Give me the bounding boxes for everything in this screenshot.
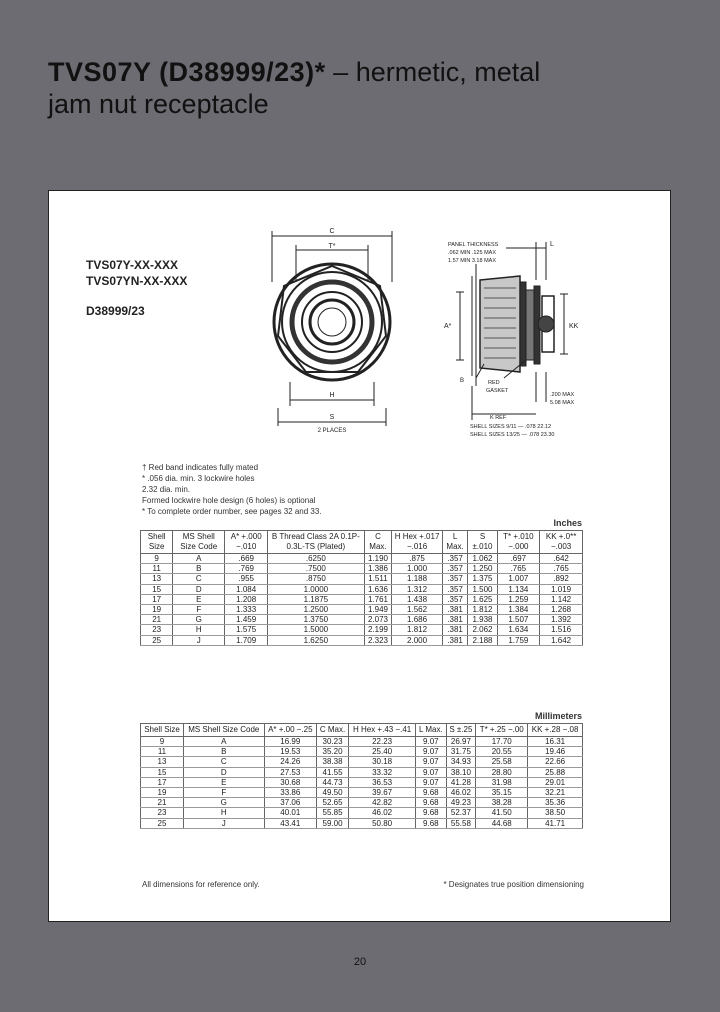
inches-table (140, 530, 583, 646)
table-cell: E (173, 594, 225, 604)
table-cell: 1.507 (497, 615, 540, 625)
table-cell: 1.386 (364, 564, 392, 574)
table-cell: 31.75 (446, 747, 476, 757)
table-cell: 30.68 (264, 777, 316, 787)
mm-table-header-1: MS Shell Size Code (183, 724, 264, 737)
table-cell: .381 (442, 625, 468, 635)
inches-table-header-7: S ±.010 (468, 531, 497, 554)
table-cell: J (183, 818, 264, 828)
table-cell: 19.53 (264, 747, 316, 757)
table-cell: 20.55 (476, 747, 528, 757)
table-cell: .357 (442, 554, 468, 564)
table-cell: 9.68 (416, 818, 446, 828)
table-cell: H (183, 808, 264, 818)
table-cell: 16.99 (264, 737, 316, 747)
label-panel-mm: 1.57 MIN 3.18 MAX (448, 258, 496, 264)
table-cell: 9.07 (416, 777, 446, 787)
inches-unit-label: Inches (553, 518, 582, 528)
table-cell: B (183, 747, 264, 757)
table-row (141, 615, 583, 625)
table-cell: 1.5000 (268, 625, 364, 635)
label-c: C (329, 228, 335, 235)
page-title (48, 56, 688, 120)
table-cell: F (173, 604, 225, 614)
label-s: S (329, 414, 335, 421)
inches-table-header-2: A* +.000 −.010 (225, 531, 268, 554)
table-cell: .381 (442, 604, 468, 614)
table-cell: .669 (225, 554, 268, 564)
table-row (141, 584, 583, 594)
table-cell: A (183, 737, 264, 747)
table-row (141, 574, 583, 584)
table-cell: 30.23 (317, 737, 349, 747)
table-cell: .357 (442, 564, 468, 574)
mm-table-header-0: Shell Size (141, 724, 184, 737)
table-cell: 1.575 (225, 625, 268, 635)
table-cell: 2.073 (364, 615, 392, 625)
footer-right-note: * Designates true position dimensioning (443, 880, 584, 889)
mm-table-header-2: A* +.00 −.25 (264, 724, 316, 737)
table-cell: 36.53 (349, 777, 416, 787)
table-cell: 1.333 (225, 604, 268, 614)
table-cell: 1.438 (392, 594, 442, 604)
table-cell: .6250 (268, 554, 364, 564)
mm-unit-label: Millimeters (534, 711, 582, 721)
table-cell: 46.02 (446, 787, 476, 797)
table-cell: 1.312 (392, 584, 442, 594)
table-cell: 35.15 (476, 787, 528, 797)
table-cell: 42.82 (349, 798, 416, 808)
table-cell: .697 (497, 554, 540, 564)
table-cell: .892 (540, 574, 583, 584)
table-cell: 1.642 (540, 635, 583, 645)
table-row (141, 635, 583, 645)
table-cell: D (173, 584, 225, 594)
mm-table-header-4: H Hex +.43 −.41 (349, 724, 416, 737)
table-cell: 31.98 (476, 777, 528, 787)
table-cell: 1.188 (392, 574, 442, 584)
table-cell: .765 (497, 564, 540, 574)
table-cell: 37.06 (264, 798, 316, 808)
title-description: – hermetic, metal (325, 57, 541, 87)
table-cell: 46.02 (349, 808, 416, 818)
table-cell: 39.67 (349, 787, 416, 797)
note-4: Formed lockwire hole design (6 holes) is optional (142, 496, 316, 505)
inches-table-header-6: L Max. (442, 531, 468, 554)
table-cell: 25.40 (349, 747, 416, 757)
table-cell: 1.084 (225, 584, 268, 594)
table-cell: 41.55 (317, 767, 349, 777)
table-cell: 1.938 (468, 615, 497, 625)
table-cell: 55.85 (317, 808, 349, 818)
table-cell: 25 (141, 818, 184, 828)
table-cell: 9.68 (416, 798, 446, 808)
table-cell: 1.562 (392, 604, 442, 614)
label-t: T* (328, 243, 336, 250)
label-red: RED (488, 380, 500, 386)
part-number-2: TVS07YN-XX-XXX (86, 274, 188, 288)
label-panel-in: .062 MIN .125 MAX (448, 250, 496, 256)
label-max-in: .200 MAX (550, 392, 575, 398)
table-cell: .8750 (268, 574, 364, 584)
table-cell: 9.68 (416, 808, 446, 818)
table-cell: .357 (442, 594, 468, 604)
part-number-3: D38999/23 (86, 304, 145, 318)
page-number: 20 (353, 956, 367, 968)
table-cell: 38.38 (317, 757, 349, 767)
table-cell: 1.459 (225, 615, 268, 625)
table-cell: 49.23 (446, 798, 476, 808)
table-cell: 1.134 (497, 584, 540, 594)
table-cell: 1.511 (364, 574, 392, 584)
table-cell: 1.812 (468, 604, 497, 614)
table-row (141, 564, 583, 574)
table-row (141, 798, 583, 808)
table-cell: D (183, 767, 264, 777)
inches-table-header-0: Shell Size (141, 531, 173, 554)
table-cell: J (173, 635, 225, 645)
table-cell: 21 (141, 798, 184, 808)
table-cell: 1.062 (468, 554, 497, 564)
table-cell: 38.50 (528, 808, 583, 818)
label-a: A* (444, 323, 452, 330)
table-cell: 21 (141, 615, 173, 625)
mm-table-header-3: C Max. (317, 724, 349, 737)
part-number-1: TVS07Y-XX-XXX (86, 258, 179, 272)
table-cell: 41.71 (528, 818, 583, 828)
table-cell: 1.686 (392, 615, 442, 625)
table-cell: 22.23 (349, 737, 416, 747)
table-cell: 34.93 (446, 757, 476, 767)
table-cell: 9 (141, 554, 173, 564)
table-cell: 1.3750 (268, 615, 364, 625)
table-cell: 1.949 (364, 604, 392, 614)
table-cell: 1.375 (468, 574, 497, 584)
table-cell: 1.634 (497, 625, 540, 635)
note-2: * .056 dia. min. 3 lockwire holes (142, 474, 255, 483)
label-panel-thickness: PANEL THICKNESS (448, 242, 499, 248)
table-cell: 9.07 (416, 767, 446, 777)
table-cell: B (173, 564, 225, 574)
table-cell: 23 (141, 625, 173, 635)
table-row (141, 787, 583, 797)
note-3: 2.32 dia. min. (142, 485, 191, 494)
table-cell: G (183, 798, 264, 808)
table-cell: 49.50 (317, 787, 349, 797)
table-cell: 1.007 (497, 574, 540, 584)
table-cell: 2.000 (392, 635, 442, 645)
table-cell: 9.07 (416, 747, 446, 757)
table-cell: 30.18 (349, 757, 416, 767)
table-cell: 44.73 (317, 777, 349, 787)
table-cell: 1.6250 (268, 635, 364, 645)
table-cell: 1.268 (540, 604, 583, 614)
table-cell: 35.36 (528, 798, 583, 808)
label-h: H (329, 392, 335, 399)
table-cell: 9.07 (416, 757, 446, 767)
label-kref: K REF (490, 415, 507, 421)
table-cell: H (173, 625, 225, 635)
label-l: L (550, 241, 554, 248)
inches-table-header-1: MS Shell Size Code (173, 531, 225, 554)
table-cell: 1.2500 (268, 604, 364, 614)
table-row (141, 594, 583, 604)
table-cell: 40.01 (264, 808, 316, 818)
table-cell: 32.21 (528, 787, 583, 797)
table-cell: 15 (141, 584, 173, 594)
table-cell: 17.70 (476, 737, 528, 747)
table-cell: .955 (225, 574, 268, 584)
table-cell: 33.32 (349, 767, 416, 777)
footer-left-note: All dimensions for reference only. (142, 880, 260, 889)
table-cell: 1.636 (364, 584, 392, 594)
table-cell: 17 (141, 777, 184, 787)
table-cell: 41.28 (446, 777, 476, 787)
inches-table-header-4: C Max. (364, 531, 392, 554)
table-cell: 41.50 (476, 808, 528, 818)
table-cell: 13 (141, 757, 184, 767)
mm-table-header-7: T* +.25 −.00 (476, 724, 528, 737)
label-b: B (460, 378, 465, 384)
label-gasket: GASKET (486, 388, 509, 394)
table-row (141, 757, 583, 767)
table-cell: 11 (141, 747, 184, 757)
front-view-drawing (262, 222, 402, 434)
mm-table-header-6: S ±.25 (446, 724, 476, 737)
mm-table (140, 723, 583, 829)
table-cell: 59.00 (317, 818, 349, 828)
table-cell: .357 (442, 574, 468, 584)
table-cell: 1.384 (497, 604, 540, 614)
note-5: * To complete order number, see pages 32 and 33. (142, 507, 322, 516)
table-cell: .875 (392, 554, 442, 564)
table-cell: 1.0000 (268, 584, 364, 594)
table-cell: 9 (141, 737, 184, 747)
table-cell: .765 (540, 564, 583, 574)
label-shell-sizes-2: SHELL SIZES 13/25 — .078 23.30 (470, 432, 555, 438)
table-cell: 13 (141, 574, 173, 584)
table-cell: .642 (540, 554, 583, 564)
table-cell: 2.062 (468, 625, 497, 635)
table-cell: F (183, 787, 264, 797)
table-cell: 1.500 (468, 584, 497, 594)
table-cell: 25.88 (528, 767, 583, 777)
inches-table-header-5: H Hex +.017 −.016 (392, 531, 442, 554)
label-max-mm: 5.08 MAX (550, 400, 575, 406)
table-row (141, 808, 583, 818)
table-cell: 33.86 (264, 787, 316, 797)
table-cell: 1.516 (540, 625, 583, 635)
table-cell: 1.761 (364, 594, 392, 604)
table-cell: 1.759 (497, 635, 540, 645)
table-cell: 1.142 (540, 594, 583, 604)
table-cell: 16.31 (528, 737, 583, 747)
table-cell: 2.188 (468, 635, 497, 645)
title-line2: jam nut receptacle (48, 89, 269, 119)
table-cell: 1.625 (468, 594, 497, 604)
table-row (141, 767, 583, 777)
mm-table-header-5: L Max. (416, 724, 446, 737)
table-cell: 38.10 (446, 767, 476, 777)
table-cell: 15 (141, 767, 184, 777)
label-shell-sizes-1: SHELL SIZES 9/11 — .078 22.12 (470, 424, 552, 430)
table-cell: C (183, 757, 264, 767)
notes-block (142, 462, 322, 517)
table-cell: E (183, 777, 264, 787)
inches-table-header-3: B Thread Class 2A 0.1P-0.3L-TS (Plated) (268, 531, 364, 554)
table-cell: 19.46 (528, 747, 583, 757)
table-row (141, 604, 583, 614)
table-cell: .381 (442, 635, 468, 645)
side-view-drawing (436, 236, 596, 442)
label-kk: KK (569, 323, 579, 330)
table-row (141, 818, 583, 828)
table-cell: 29.01 (528, 777, 583, 787)
table-cell: 44.68 (476, 818, 528, 828)
table-cell: 1.190 (364, 554, 392, 564)
table-cell: 22.66 (528, 757, 583, 767)
table-cell: 19 (141, 604, 173, 614)
table-cell: 50.80 (349, 818, 416, 828)
table-cell: C (173, 574, 225, 584)
table-cell: 1.392 (540, 615, 583, 625)
table-cell: 1.000 (392, 564, 442, 574)
table-cell: 55.58 (446, 818, 476, 828)
table-cell: .769 (225, 564, 268, 574)
table-cell: 23 (141, 808, 184, 818)
table-cell: A (173, 554, 225, 564)
table-cell: 25.58 (476, 757, 528, 767)
table-cell: 9.07 (416, 737, 446, 747)
table-cell: 25 (141, 635, 173, 645)
inches-table-header-8: T* +.010 −.000 (497, 531, 540, 554)
table-cell: 24.26 (264, 757, 316, 767)
label-places: 2 PLACES (317, 428, 347, 434)
table-cell: G (173, 615, 225, 625)
table-cell: 9.68 (416, 787, 446, 797)
table-row (141, 747, 583, 757)
table-cell: 1.709 (225, 635, 268, 645)
table-cell: 1.1875 (268, 594, 364, 604)
table-cell: .7500 (268, 564, 364, 574)
table-cell: 1.250 (468, 564, 497, 574)
table-cell: 1.812 (392, 625, 442, 635)
table-cell: 2.323 (364, 635, 392, 645)
table-row (141, 737, 583, 747)
table-cell: 38.28 (476, 798, 528, 808)
table-cell: 19 (141, 787, 184, 797)
title-part-number: TVS07Y (D38999/23)* (48, 57, 326, 87)
table-cell: .381 (442, 615, 468, 625)
note-1: † Red band indicates fully mated (142, 463, 259, 472)
table-cell: 1.019 (540, 584, 583, 594)
table-row (141, 777, 583, 787)
inches-table-header-9: KK +.0** −.003 (540, 531, 583, 554)
table-cell: .357 (442, 584, 468, 594)
table-cell: 26.97 (446, 737, 476, 747)
table-cell: 28.80 (476, 767, 528, 777)
table-cell: 2.199 (364, 625, 392, 635)
table-cell: 52.37 (446, 808, 476, 818)
table-cell: 35.20 (317, 747, 349, 757)
table-cell: 11 (141, 564, 173, 574)
table-cell: 17 (141, 594, 173, 604)
table-row (141, 554, 583, 564)
mm-table-header-8: KK +.28 −.08 (528, 724, 583, 737)
table-cell: 52.65 (317, 798, 349, 808)
table-cell: 27.53 (264, 767, 316, 777)
table-cell: 43.41 (264, 818, 316, 828)
table-row (141, 625, 583, 635)
table-cell: 1.259 (497, 594, 540, 604)
table-cell: 1.208 (225, 594, 268, 604)
